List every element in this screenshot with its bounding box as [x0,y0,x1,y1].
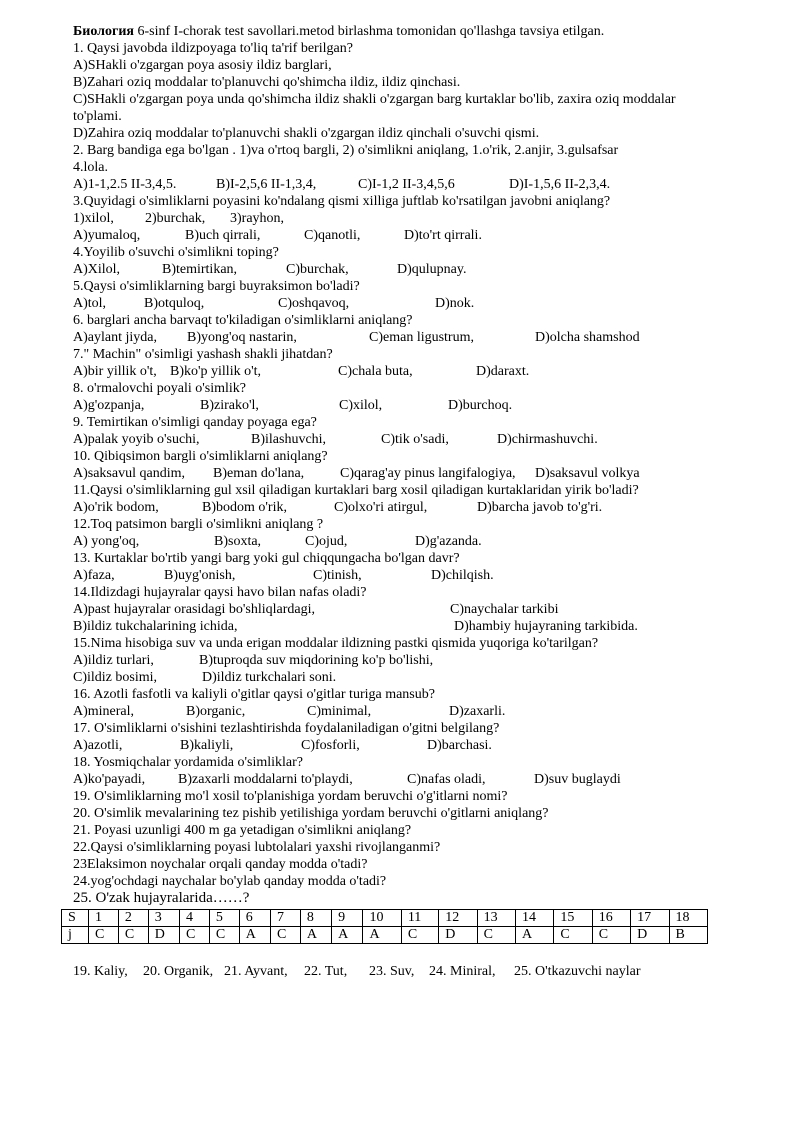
header-text: 6-sinf I-chorak test savollari.metod birlashma tomonidan qo'llashga tavsiya etilgan. [137,24,605,39]
footer-answer: 19. Kaliy, [73,964,128,979]
table-cell: C [271,927,301,944]
question-24: 24.yog'ochdagi naychalar bo'ylab qanday modda o'tadi? [73,874,387,889]
table-cell: C [180,927,210,944]
option-c: C)ojud, [305,534,348,549]
options-row [73,295,733,312]
option-line: A)SHakli o'zgargan poya asosiy ildiz barglari, [73,58,332,73]
table-cell: B [669,927,708,944]
table-cell: 5 [209,910,239,927]
option-d: D)barchasi. [427,738,492,753]
table-cell: 3 [148,910,179,927]
options-row [73,397,733,414]
options-row [73,601,733,618]
options-row [73,618,733,635]
option-c: C)tik o'sadi, [381,432,449,447]
option-d: D)burchoq. [448,398,513,413]
answer-key-table [61,909,708,944]
options-row [73,703,733,720]
options-row [73,533,733,550]
option-b: B)organic, [186,704,246,719]
table-cell: C [118,927,148,944]
table-cell: 15 [554,910,592,927]
option-d: D)barcha javob to'g'ri. [477,500,603,515]
option-b: B)uch qirrali, [185,228,261,243]
option-b: B)otquloq, [144,296,205,311]
option-b: B)zaxarli moddalarni to'playdi, [178,772,353,787]
table-cell: 2 [118,910,148,927]
option-d: D)I-1,5,6 II-2,3,4. [509,177,611,192]
options-row [73,652,733,669]
question-1: 1. Qaysi javobda ildizpoyaga to'liq ta'rif berilgan? [73,41,353,56]
table-cell: j [62,927,89,944]
question-13: 13. Kurtaklar bo'rtib yangi barg yoki gul chiqqungacha bo'lgan davr? [73,551,460,566]
footer-answer: 25. O'tkazuvchi naylar [514,964,641,979]
option-c: C)naychalar tarkibi [450,602,559,617]
table-cell: 7 [271,910,301,927]
table-cell: 11 [401,910,438,927]
question-8: 8. o'rmalovchi poyali o'simlik? [73,381,247,396]
table-cell: 1 [89,910,119,927]
option-d: D)ildiz turkchalari soni. [202,670,337,685]
options-row [73,737,733,754]
option-a: A)ildiz turlari, [73,653,154,668]
option-c: C)eman ligustrum, [369,330,474,345]
question-18: 18. Yosmiqchalar yordamida o'simliklar? [73,755,303,770]
options-row [73,176,733,193]
options-row [73,499,733,516]
document-header [73,23,733,40]
table-cell: C [89,927,119,944]
option-a: A)ko'payadi, [73,772,146,787]
option-c: C)burchak, [286,262,349,277]
option-d: D)nok. [435,296,475,311]
table-cell: 14 [516,910,554,927]
option-a: A)azotli, [73,738,123,753]
option-d: D)chilqish. [431,568,494,583]
subject-title: Биология [73,24,134,39]
option-3: 3)rayhon, [230,211,285,226]
question-11: 11.Qaysi o'simliklarning gul xsil qiladigan kurtaklari barg xosil qiladigan kurtaklaridan yirik bo'ladi? [73,483,639,498]
answer-key-question-row [62,910,708,927]
option-d: D)suv buglaydi [534,772,621,787]
question-17: 17. O'simliklarni o'sishini tezlashtirishda foydalaniladigan o'gitni belgilang? [73,721,500,736]
option-a: A)past hujayralar orasidagi bo'shliqlardagi, [73,602,316,617]
table-cell: A [239,927,270,944]
option-d: D)chirmashuvchi. [497,432,598,447]
option-a: A)tol, [73,296,107,311]
option-d: D)saksavul volkya [535,466,640,481]
option-b: B)zirako'l, [200,398,259,413]
option-c: C)minimal, [307,704,372,719]
option-c: C)I-1,2 II-3,4,5,6 [358,177,455,192]
options-row [73,567,733,584]
question-9: 9. Temirtikan o'simligi qanday poyaga ega? [73,415,317,430]
option-b: B)kaliyli, [180,738,234,753]
table-cell: 16 [592,910,630,927]
table-cell: 10 [363,910,401,927]
question-5: 5.Qaysi o'simliklarning bargi buyraksimon bo'ladi? [73,279,360,294]
option-a: A)aylant jiyda, [73,330,157,345]
options-row [73,227,733,244]
option-b: B)ko'p yillik o't, [170,364,261,379]
option-b: B)soxta, [214,534,262,549]
options-row [73,261,733,278]
table-cell: D [439,927,477,944]
option-b: B)bodom o'rik, [202,500,287,515]
option-a: A)bir yillik o't, [73,364,157,379]
footer-answer: 22. Tut, [304,964,348,979]
options-row [73,669,733,686]
table-cell: 13 [477,910,515,927]
answer-key-answer-row [62,927,708,944]
option-2: 2)burchak, [145,211,206,226]
option-a: A)g'ozpanja, [73,398,145,413]
option-a: A)faza, [73,568,115,583]
question-19: 19. O'simliklarning mo'l xosil to'planishiga yordam beruvchi o'g'itlarni nomi? [73,789,508,804]
options-row [73,465,733,482]
option-d: D)g'azanda. [415,534,482,549]
question-line: 4.lola. [73,160,108,175]
question-6: 6. barglari ancha barvaqt to'kiladigan o'simliklarni aniqlang? [73,313,413,328]
question-20: 20. O'simlik mevalarining tez pishib yetilishiga yordam beruvchi o'gitlarni aniqlang? [73,806,549,821]
table-cell: 8 [300,910,331,927]
question-21: 21. Poyasi uzunligi 400 m ga yetadigan o'simlikni aniqlang? [73,823,412,838]
table-cell: A [363,927,401,944]
table-cell: 4 [180,910,210,927]
option-c: C)nafas oladi, [407,772,486,787]
option-a: A)saksavul qandim, [73,466,185,481]
question-15: 15.Nima hisobiga suv va unda erigan moddalar ildizning pastki qismida yuqoriga ko'tarilgan? [73,636,599,651]
question-10: 10. Qibiqsimon bargli o'simliklarni aniqlang? [73,449,328,464]
option-1: 1)xilol, [73,211,114,226]
options-row [73,363,733,380]
option-b: B)eman do'lana, [213,466,305,481]
option-line: C)SHakli o'zgargan poya unda qo'shimcha ildiz shakli o'zgargan barg kurtaklar bo'lib, zaxira oziq moddalar [73,92,676,107]
table-cell: A [300,927,331,944]
question-22: 22.Qaysi o'simliklarning poyasi lubtolalari yaxshi rivojlanganmi? [73,840,441,855]
option-c: C)xilol, [339,398,383,413]
option-d: D)hambiy hujayraning tarkibida. [454,619,638,634]
table-cell: C [401,927,438,944]
option-c: C)fosforli, [301,738,360,753]
question-7: 7." Machin" o'simligi yashash shakli jihatdan? [73,347,333,362]
table-cell: 12 [439,910,477,927]
option-b: B)temirtikan, [162,262,238,277]
options-row [73,210,733,227]
option-b: B)yong'oq nastarin, [187,330,297,345]
table-cell: 9 [332,910,363,927]
table-cell: C [592,927,630,944]
table-cell: C [209,927,239,944]
table-cell: C [554,927,592,944]
question-3: 3.Quyidagi o'simliklarni poyasini ko'ndalang qismi xilliga juftlab ko'rsatilgan javobni aniqlang? [73,194,611,209]
question-23: 23Elaksimon noychalar orqali qanday modda o'tadi? [73,857,368,872]
question-2: 2. Barg bandiga ega bo'lgan . 1)va o'rtoq bargli, 2) o'simlikni aniqlang, 1.o'rik, 2.anjir, 3.gulsafsar [73,143,619,158]
footer-answer: 21. Ayvant, [224,964,288,979]
option-a: A)mineral, [73,704,135,719]
options-row [73,329,733,346]
table-cell: 17 [631,910,669,927]
option-d: D)to'rt qirrali. [404,228,482,243]
option-c: C)tinish, [313,568,362,583]
option-c: C)oshqavoq, [278,296,350,311]
table-cell: A [332,927,363,944]
option-d: D)qulupnay. [397,262,467,277]
option-b: B)I-2,5,6 II-1,3,4, [216,177,317,192]
option-c: C)qarag'ay pinus langifalogiya, [340,466,516,481]
table-cell: S [62,910,89,927]
option-a: A)Xilol, [73,262,121,277]
option-d: D)zaxarli. [449,704,506,719]
footer-answer: 23. Suv, [369,964,415,979]
option-c: C)chala buta, [338,364,413,379]
footer-answer: 24. Miniral, [429,964,496,979]
option-c: C)olxo'ri atirgul, [334,500,428,515]
table-cell: 18 [669,910,708,927]
option-a: A)palak yoyib o'suchi, [73,432,200,447]
options-row [73,771,733,788]
table-cell: C [477,927,515,944]
table-cell: D [148,927,179,944]
option-a: A)o'rik bodom, [73,500,159,515]
question-12: 12.Toq patsimon bargli o'simlikni aniqlang ? [73,517,324,532]
options-row [73,431,733,448]
option-d: D)olcha shamshod [535,330,640,345]
option-line: B)Zahari oziq moddalar to'planuvchi qo'shimcha ildiz, ildiz qinchasi. [73,75,461,90]
table-cell: D [631,927,669,944]
option-a: A) yong'oq, [73,534,140,549]
question-16: 16. Azotli fasfotli va kaliyli o'gitlar qaysi o'gitlar turiga mansub? [73,687,435,702]
option-d: D)daraxt. [476,364,530,379]
test-document [73,23,733,907]
option-line: to'plami. [73,109,122,124]
option-a: A)yumaloq, [73,228,141,243]
question-4: 4.Yoyilib o'suvchi o'simlikni toping? [73,245,279,260]
table-cell: A [516,927,554,944]
footer-answer: 20. Organik, [143,964,214,979]
option-b: B)tuproqda suv miqdorining ko'p bo'lishi, [199,653,434,668]
option-b: B)ildiz tukchalarining ichida, [73,619,238,634]
table-cell: 6 [239,910,270,927]
option-a: A)1-1,2.5 II-3,4,5. [73,177,177,192]
question-14: 14.Ildizdagi hujayralar qaysi havo bilan nafas oladi? [73,585,367,600]
option-b: B)ilashuvchi, [251,432,327,447]
option-c: C)qanotli, [304,228,361,243]
option-c: C)ildiz bosimi, [73,670,157,685]
question-25: 25. O'zak hujayralarida……? [73,890,250,906]
option-line: D)Zahira oziq moddalar to'planuvchi shakli o'zgargan ildiz qinchali o'suvchi qismi. [73,126,540,141]
option-b: B)uyg'onish, [164,568,236,583]
